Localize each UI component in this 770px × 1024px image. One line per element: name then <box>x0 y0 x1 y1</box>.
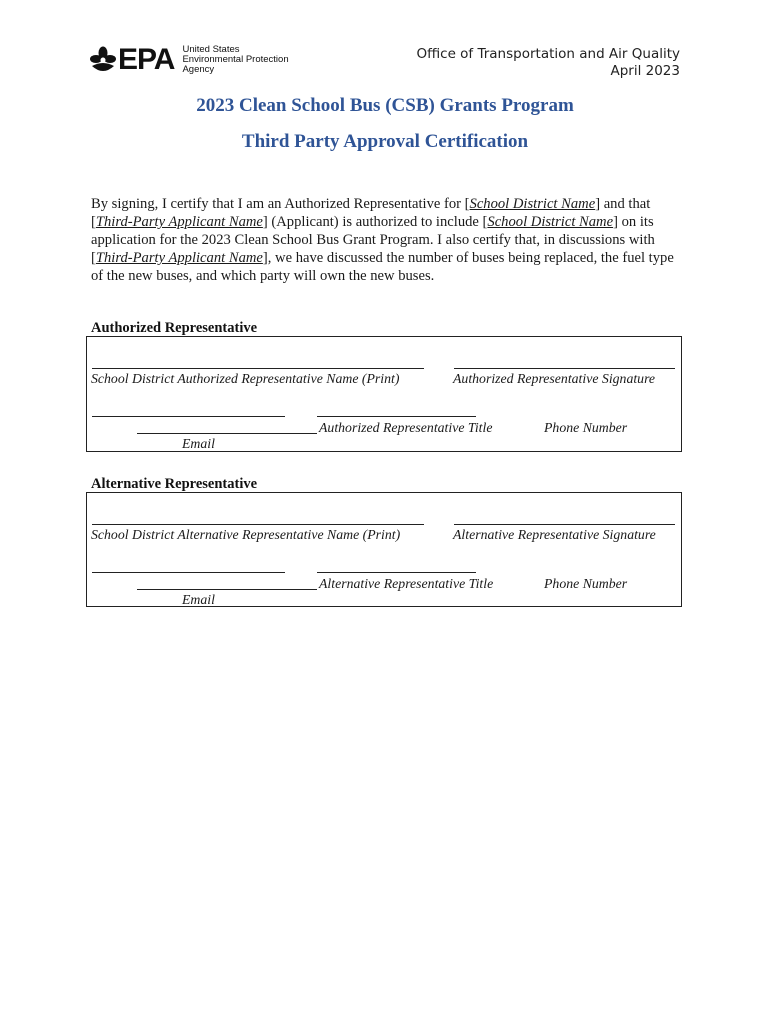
signature-line[interactable] <box>454 524 675 525</box>
certification-statement <box>91 195 686 285</box>
phone-caption: Phone Number <box>544 420 628 435</box>
agency-line: Agency <box>182 64 215 75</box>
statement-text: ] (Applicant) is authorized to include [ <box>262 214 488 230</box>
email-caption: Email <box>182 592 215 607</box>
agency-line: United States <box>182 44 240 55</box>
authorized-representative-box <box>86 336 682 452</box>
title-line[interactable] <box>92 572 285 573</box>
page-subtitle: Third Party Approval Certification <box>241 131 529 152</box>
third-party-applicant-name-field[interactable]: Third-Party Applicant Name <box>95 250 263 266</box>
alternative-representative-box <box>86 492 682 607</box>
name-caption: School District Authorized Representative Name (Print) <box>91 371 400 386</box>
statement-text: ] and that [ <box>91 196 651 230</box>
title-caption: Alternative Representative Title <box>319 576 494 591</box>
name-line[interactable] <box>92 524 424 525</box>
signature-caption: Alternative Representative Signature <box>453 527 656 542</box>
authorized-section-label: Authorized Representative <box>91 320 258 336</box>
office-header <box>416 46 680 80</box>
phone-line[interactable] <box>317 416 476 417</box>
phone-caption: Phone Number <box>544 576 628 591</box>
school-district-name-field[interactable]: School District Name <box>469 196 596 212</box>
agency-name <box>182 45 288 75</box>
statement-text: ], we have discussed the number of buses being replaced, the fuel type of the new buses, and which party will own the new buses. <box>91 250 674 284</box>
page-title: 2023 Clean School Bus (CSB) Grants Program <box>196 95 574 116</box>
name-caption: School District Alternative Representative Name (Print) <box>91 527 401 542</box>
email-line[interactable] <box>137 433 317 434</box>
phone-line[interactable] <box>317 572 476 573</box>
name-line[interactable] <box>92 368 424 369</box>
statement-text: ] on its application for the 2023 Clean School Bus Grant Program. I also certify that, in discussions with [ <box>91 214 655 266</box>
alternative-section-label: Alternative Representative <box>91 476 258 492</box>
statement-text: By signing, I certify that I am an Authorized Representative for [ <box>91 196 470 212</box>
epa-logo <box>90 45 289 75</box>
email-caption: Email <box>182 436 215 451</box>
title-caption: Authorized Representative Title <box>319 420 493 435</box>
email-line[interactable] <box>137 589 317 590</box>
signature-line[interactable] <box>454 368 675 369</box>
epa-wordmark: EPA <box>118 43 175 76</box>
school-district-name-field[interactable]: School District Name <box>487 214 614 230</box>
office-name: Office of Transportation and Air Quality <box>416 46 680 62</box>
title-line[interactable] <box>92 416 285 417</box>
third-party-applicant-name-field[interactable]: Third-Party Applicant Name <box>95 214 263 230</box>
agency-line: Environmental Protection <box>182 54 289 65</box>
document-date: April 2023 <box>610 63 680 79</box>
signature-caption: Authorized Representative Signature <box>453 371 656 386</box>
epa-flower-icon <box>90 46 116 74</box>
